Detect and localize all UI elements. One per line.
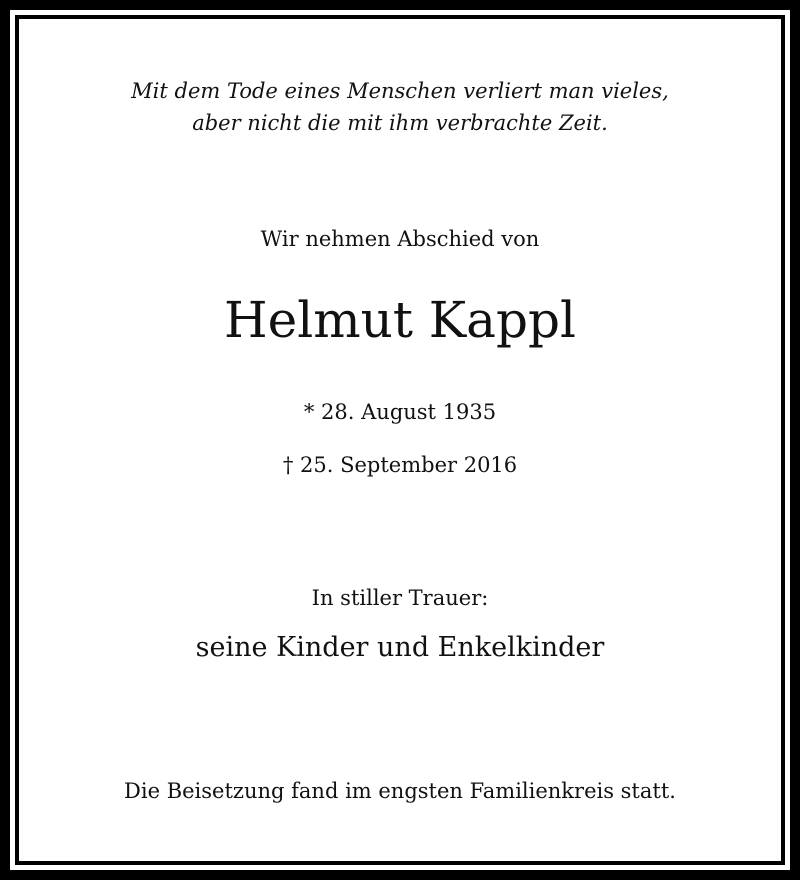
- mourners: seine Kinder und Enkelkinder: [195, 632, 605, 663]
- quote-line-1: Mit dem Tode eines Menschen verliert man vieles,: [131, 79, 669, 103]
- deceased-name: Helmut Kappl: [224, 291, 576, 349]
- intro-text: Wir nehmen Abschied von: [260, 227, 540, 251]
- quote-line-2: aber nicht die mit ihm verbrachte Zeit.: [192, 111, 608, 135]
- birth-date: * 28. August 1935: [303, 400, 497, 424]
- outer-border: [10, 10, 790, 870]
- notice-frame: [15, 15, 785, 865]
- death-date: † 25. September 2016: [282, 453, 518, 477]
- mourning-label: In stiller Trauer:: [311, 586, 489, 610]
- burial-note: Die Beisetzung fand im engsten Familienkreis statt.: [124, 779, 676, 803]
